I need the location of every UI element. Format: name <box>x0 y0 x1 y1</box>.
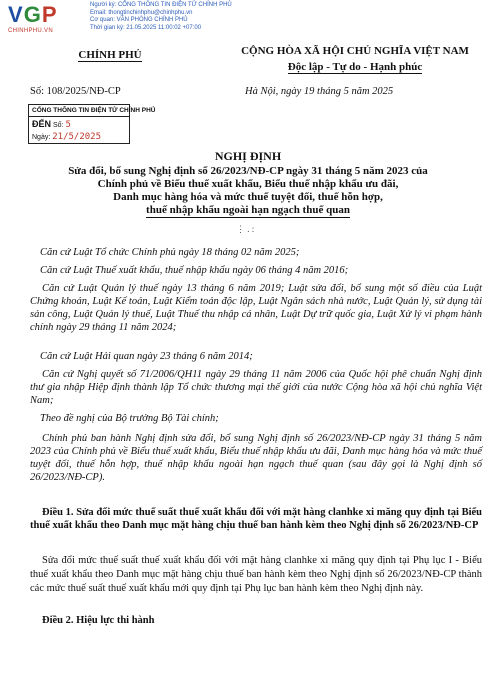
nation-block <box>215 45 495 75</box>
logo-subtext: CHINHPHU.VN <box>8 28 53 34</box>
stamp-title: CỔNG THÔNG TIN ĐIỆN TỬ CHÍNH PHỦ <box>29 105 129 117</box>
stamp-date-label: Ngày: <box>32 134 51 141</box>
document-number: Số: 108/2025/NĐ-CP <box>30 86 121 97</box>
stamp-so-value: 5 <box>65 120 71 130</box>
title-line-4: thuế nhập khẩu ngoài hạn ngạch thuế quan <box>146 204 350 216</box>
article-1-text: Sửa đổi mức thuế suất thuế xuất khẩu đối với mặt hàng clanhke xi măng quy định tại Phụ lục I - Biểu thuế xuất khẩu theo Danh mục mặt hàng chịu thuế ban hành kèm theo Nghị định số 26/2023/NĐ-CP thành các mức thuế suất thuế xuất khẩu mới quy định tại Phụ lục ban hành kèm theo Nghị định này. <box>30 555 482 594</box>
title-line-1: Sửa đổi, bổ sung Nghị định số 26/2023/NĐ-CP ngày 31 tháng 5 năm 2023 của <box>68 165 428 177</box>
stamp-number-row <box>29 117 129 132</box>
vgp-logo <box>8 2 88 32</box>
legal-basis-4: Căn cứ Luật Hải quan ngày 23 tháng 6 năm 2014; <box>40 351 253 362</box>
signature-agency: Cơ quan: VĂN PHÒNG CHÍNH PHỦ <box>90 17 188 23</box>
signature-email: Email: thongtinchinhphu@chinhphu.vn <box>90 9 193 16</box>
decree-heading: NGHỊ ĐỊNH <box>214 149 282 163</box>
article-2-heading: Điều 2. Hiệu lực thi hành <box>42 615 155 626</box>
stamp-date-row <box>29 132 129 144</box>
proposal-line: Theo đề nghị của Bộ trưởng Bộ Tài chính; <box>40 413 219 424</box>
issuer-name: CHÍNH PHỦ <box>78 49 142 61</box>
legal-basis-2: Căn cứ Luật Thuế xuất khẩu, thuế nhập khẩu ngày 06 tháng 4 năm 2016; <box>40 265 349 276</box>
title-line-3: Danh mục hàng hóa và mức thuế tuyệt đối, thuế hỗn hợp, <box>113 191 383 203</box>
motto: Độc lập - Tự do - Hạnh phúc <box>287 61 423 73</box>
stamp-so-label: Số: <box>52 122 64 129</box>
enactment-clause: Chính phủ ban hành Nghị định sửa đổi, bổ sung Nghị định số 26/2023/NĐ-CP ngày 31 tháng 5 năm 2023 của Chính phủ về Biểu thuế xuất khẩu, Biểu thuế nhập khẩu ưu đãi, Danh mục hàng hóa và mức thuế tuyệt đối, thuế hỗn hợp, thuế nhập khẩu ngoài hạn ngạch thuế quan (sau đây gọi là Nghị định số 26/2023/NĐ-CP). <box>30 433 482 483</box>
received-stamp <box>28 104 156 144</box>
logo-text: VGP <box>8 2 58 27</box>
article-1-heading: Điều 1. Sửa đổi mức thuế suất thuế xuất khẩu đối với mặt hàng clanhke xi măng quy định tại Biểu thuế xuất khẩu theo Danh mục mặt hàng chịu thuế ban hành kèm theo Nghị định số 26/2023/NĐ-CP <box>30 507 482 531</box>
nation-title: CỘNG HÒA XÃ HỘI CHỦ NGHĨA VIỆT NAM <box>241 45 469 57</box>
decree-title <box>0 150 496 218</box>
issuer-block <box>40 45 180 63</box>
signature-time: Thời gian ký: 21.05.2025 11:00:02 +07:00 <box>90 24 202 31</box>
seal-mark: ⋮ . : <box>236 224 255 234</box>
legal-basis-1: Căn cứ Luật Tổ chức Chính phủ ngày 18 tháng 02 năm 2025; <box>40 247 300 258</box>
stamp-den-label: ĐẾN <box>32 119 52 129</box>
title-line-2: Chính phủ về Biểu thuế xuất khẩu, Biểu thuế nhập khẩu ưu đãi, <box>97 178 399 190</box>
signature-signer: Người ký: CỔNG THÔNG TIN ĐIỆN TỬ CHÍNH PHỦ <box>90 2 232 8</box>
legal-basis-5: Căn cứ Nghị quyết số 71/2006/QH11 ngày 29 tháng 11 năm 2006 của Quốc hội phê chuẩn Nghị định thư gia nhập Hiệp định thành lập Tổ chức thương mại thế giới của nước Cộng hòa xã hội chủ nghĩa Việt Nam; <box>30 369 482 406</box>
stamp-date-value: 21/5/2025 <box>52 132 102 142</box>
document-date: Hà Nội, ngày 19 tháng 5 năm 2025 <box>245 86 394 97</box>
digital-signature-info <box>90 2 232 32</box>
legal-basis-3: Căn cứ Luật Quản lý thuế ngày 13 tháng 6 năm 2019; Luật sửa đổi, bổ sung một số điều của Luật Chứng khoán, Luật Kế toán, Luật Kiểm toán độc lập, Luật Ngân sách nhà nước, Luật Quản lý, sử dụng tài sản công, Luật Quản lý thuế, Luật Thuế thu nhập cá nhân, Luật Dự trữ quốc gia, Luật Xử lý vi phạm hành chính ngày 29 tháng 11 năm 2024; <box>30 283 482 333</box>
